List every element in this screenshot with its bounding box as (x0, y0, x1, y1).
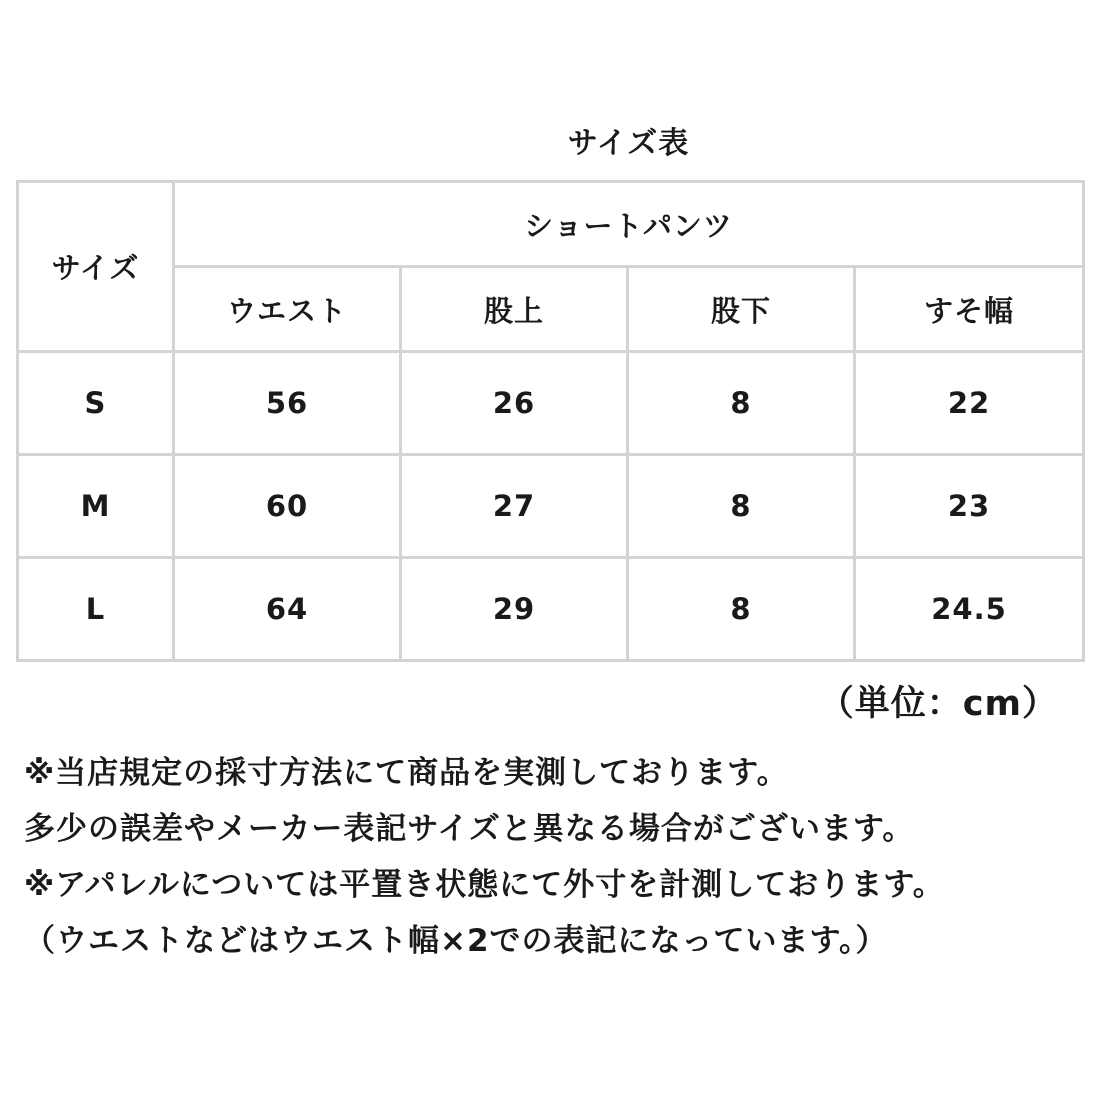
product-group-header: ショートパンツ (174, 182, 1084, 267)
size-table (16, 180, 1085, 662)
column-header-inseam: 股下 (628, 267, 855, 352)
table-cell: 23 (855, 455, 1084, 558)
note-line: ※当店規定の採寸方法にて商品を実測しております。 (24, 755, 789, 791)
table-row (18, 455, 1084, 558)
note-line: ※アパレルについては平置き状態にて外寸を計測しております。 (24, 867, 945, 903)
table-cell: 64 (174, 558, 401, 661)
table-cell: 22 (855, 352, 1084, 455)
table-cell: 8 (628, 558, 855, 661)
row-size-label: M (18, 455, 174, 558)
table-header-row (18, 182, 1084, 267)
row-size-label: S (18, 352, 174, 455)
table-cell: 26 (401, 352, 628, 455)
table-subheader-row (18, 267, 1084, 352)
unit-label: （単位：cm） (818, 684, 1058, 724)
table-cell: 29 (401, 558, 628, 661)
table-row (18, 352, 1084, 455)
table-cell: 60 (174, 455, 401, 558)
table-cell: 8 (628, 352, 855, 455)
page-title: サイズ表 (567, 126, 690, 161)
measurement-notes (24, 745, 1084, 969)
column-header-waist: ウエスト (174, 267, 401, 352)
column-header-rise: 股上 (401, 267, 628, 352)
size-column-header: サイズ (18, 182, 174, 352)
note-line: 多少の誤差やメーカー表記サイズと異なる場合がございます。 (24, 811, 915, 847)
table-cell: 56 (174, 352, 401, 455)
row-size-label: L (18, 558, 174, 661)
note-line: （ウエストなどはウエスト幅×2での表記になっています。） (24, 923, 888, 959)
table-row (18, 558, 1084, 661)
column-header-hem-width: すそ幅 (855, 267, 1084, 352)
table-cell: 27 (401, 455, 628, 558)
table-cell: 24.5 (855, 558, 1084, 661)
table-cell: 8 (628, 455, 855, 558)
